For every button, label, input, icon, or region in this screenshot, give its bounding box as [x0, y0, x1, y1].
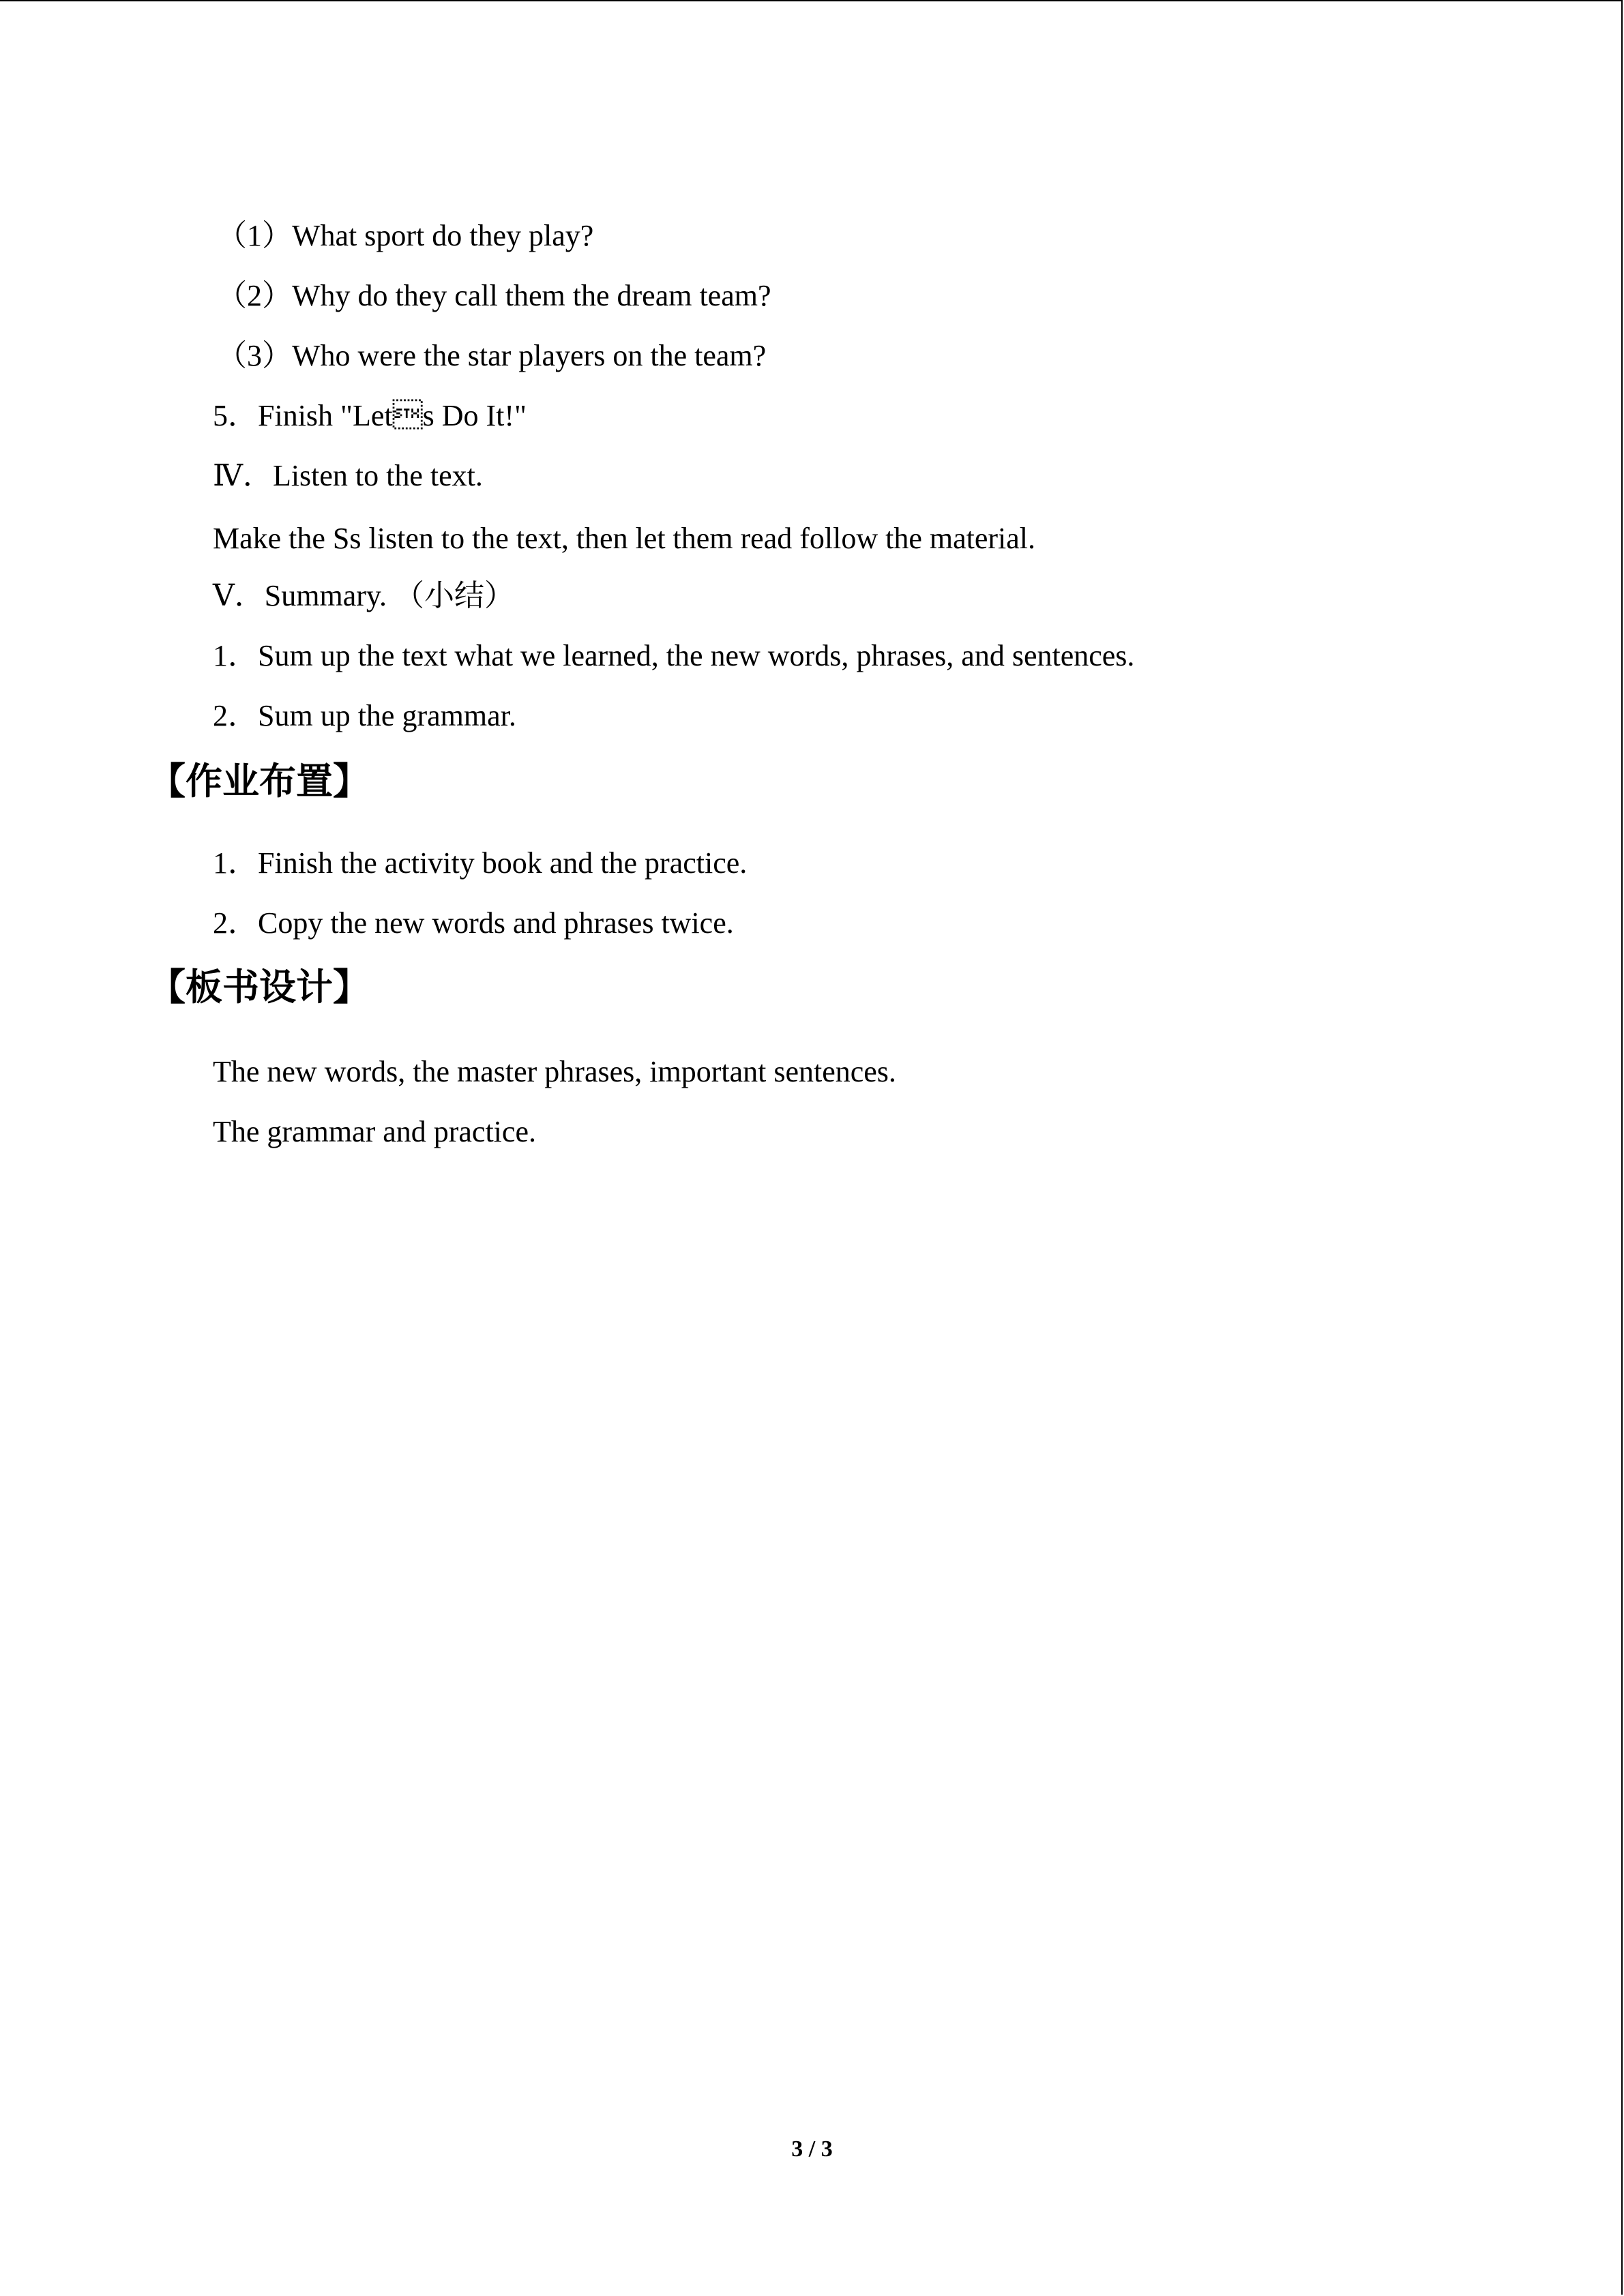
- board-item-1: The new words, the master phrases, important sentences.: [213, 1055, 896, 1088]
- board-item-2: The grammar and practice.: [213, 1115, 536, 1148]
- summary-item-2: 2．Sum up the grammar.: [213, 699, 516, 732]
- question-2: （2）Why do they call them the dream team?: [217, 279, 771, 312]
- step-5: 5．Finish "Lets Do It!": [213, 399, 527, 432]
- section-v-heading: Ⅴ．Summary. （小结）: [213, 579, 515, 612]
- page-number: 3 / 3: [791, 2136, 833, 2162]
- section-iv-heading: Ⅳ．Listen to the text.: [213, 459, 483, 492]
- summary-item-1: 1．Sum up the text what we learned, the new words, phrases, and sentences.: [213, 639, 1135, 672]
- homework-item-1: 1．Finish the activity book and the practice.: [213, 846, 748, 880]
- question-3: （3）Who were the star players on the team?: [217, 339, 767, 372]
- homework-heading: 【作业布置】: [149, 760, 370, 803]
- homework-item-2: 2．Copy the new words and phrases twice.: [213, 906, 734, 940]
- section-iv-text: Make the Ss listen to the text, then let them read follow the material.: [213, 522, 1036, 555]
- question-1: （1）What sport do they play?: [217, 219, 594, 252]
- board-design-heading: 【板书设计】: [149, 966, 370, 1009]
